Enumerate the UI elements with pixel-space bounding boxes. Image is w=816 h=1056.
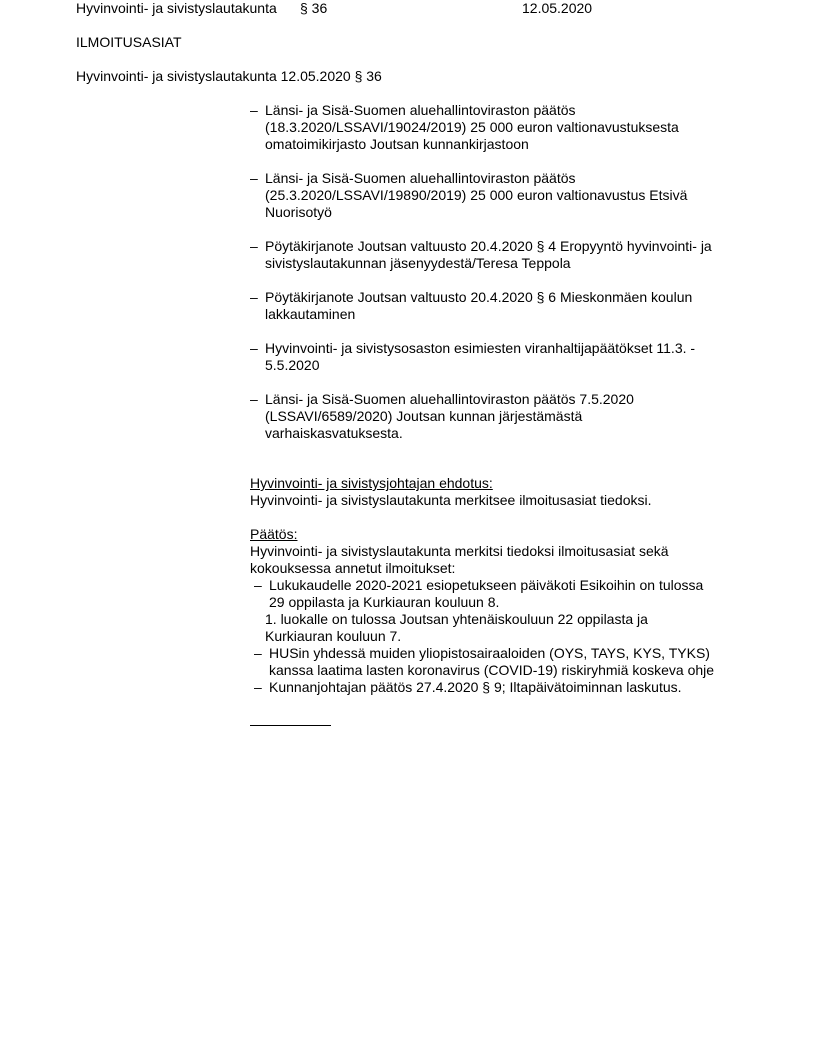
- bullet-dash: –: [250, 340, 258, 356]
- decision-intro: Hyvinvointi- ja sivistyslautakunta merkitsi tiedoksi ilmoitusasiat sekä kokouksessa annetut ilmoitukset:: [250, 543, 669, 576]
- bullet-dash: –: [250, 289, 258, 305]
- list-item-text: Länsi- ja Sisä-Suomen aluehallintoviraston päätös 7.5.2020 (LSSAVI/6589/2020) Joutsan kunnan järjestämästä varhaiskasvatuksesta.: [265, 391, 634, 441]
- proposal-text: Hyvinvointi- ja sivistyslautakunta merkitsee ilmoitusasiat tiedoksi.: [250, 492, 652, 508]
- bullet-dash: –: [250, 391, 258, 407]
- bullet-dash: –: [254, 679, 262, 695]
- decision-item-continuation: 1. luokalle on tulossa Joutsan yhtenäiskouluun 22 oppilasta ja: [265, 611, 648, 627]
- signature-divider: [250, 725, 331, 726]
- decision-item-text: HUSin yhdessä muiden yliopistosairaaloiden (OYS, TAYS, KYS, TYKS): [269, 645, 710, 661]
- decision-item-text: Kunnanjohtajan päätös 27.4.2020 § 9; Iltapäivätoiminnan laskutus.: [269, 679, 682, 695]
- meeting-reference: Hyvinvointi- ja sivistyslautakunta 12.05.2020 § 36: [76, 68, 382, 84]
- header-date: 12.05.2020: [522, 0, 593, 16]
- decision-heading: Päätös:: [250, 526, 298, 542]
- list-item-text: Länsi- ja Sisä-Suomen aluehallintoviraston päätös (18.3.2020/LSSAVI/19024/2019) 25 000 euron valtionavustuksesta omatoimikirjasto Joutsan kunnankirjastoon: [265, 102, 679, 152]
- list-item-text: Pöytäkirjanote Joutsan valtuusto 20.4.2020 § 6 Mieskonmäen koulun lakkautaminen: [265, 289, 693, 322]
- decision-item-continuation: Kurkiauran kouluun 7.: [265, 628, 402, 644]
- bullet-dash: –: [254, 577, 262, 593]
- decision-item-continuation: kanssa laatima lasten koronavirus (COVID-19) riskiryhmiä koskeva ohje: [269, 662, 715, 678]
- bullet-dash: –: [254, 645, 262, 661]
- header-committee: Hyvinvointi- ja sivistyslautakunta: [76, 0, 277, 16]
- list-item-text: Länsi- ja Sisä-Suomen aluehallintoviraston päätös (25.3.2020/LSSAVI/19890/2019) 25 000 euron valtionavustus Etsivä Nuorisotyö: [265, 170, 688, 220]
- list-item-text: Hyvinvointi- ja sivistysosaston esimiesten viranhaltijapäätökset 11.3. - 5.5.2020: [265, 340, 696, 373]
- bullet-dash: –: [250, 238, 258, 254]
- decision-item-continuation: 29 oppilasta ja Kurkiauran kouluun 8.: [269, 594, 500, 610]
- bullet-dash: –: [250, 170, 258, 186]
- header-section: § 36: [300, 0, 328, 16]
- bullet-dash: –: [250, 102, 258, 118]
- proposal-heading: Hyvinvointi- ja sivistysjohtajan ehdotus:: [250, 475, 493, 491]
- decision-item-text: Lukukaudelle 2020-2021 esiopetukseen päiväkoti Esikoihin on tulossa: [269, 577, 704, 593]
- page-title: ILMOITUSASIAT: [76, 34, 182, 50]
- list-item-text: Pöytäkirjanote Joutsan valtuusto 20.4.2020 § 4 Eropyyntö hyvinvointi- ja sivistyslautakunnan jäsenyydestä/Teresa Teppola: [265, 238, 712, 271]
